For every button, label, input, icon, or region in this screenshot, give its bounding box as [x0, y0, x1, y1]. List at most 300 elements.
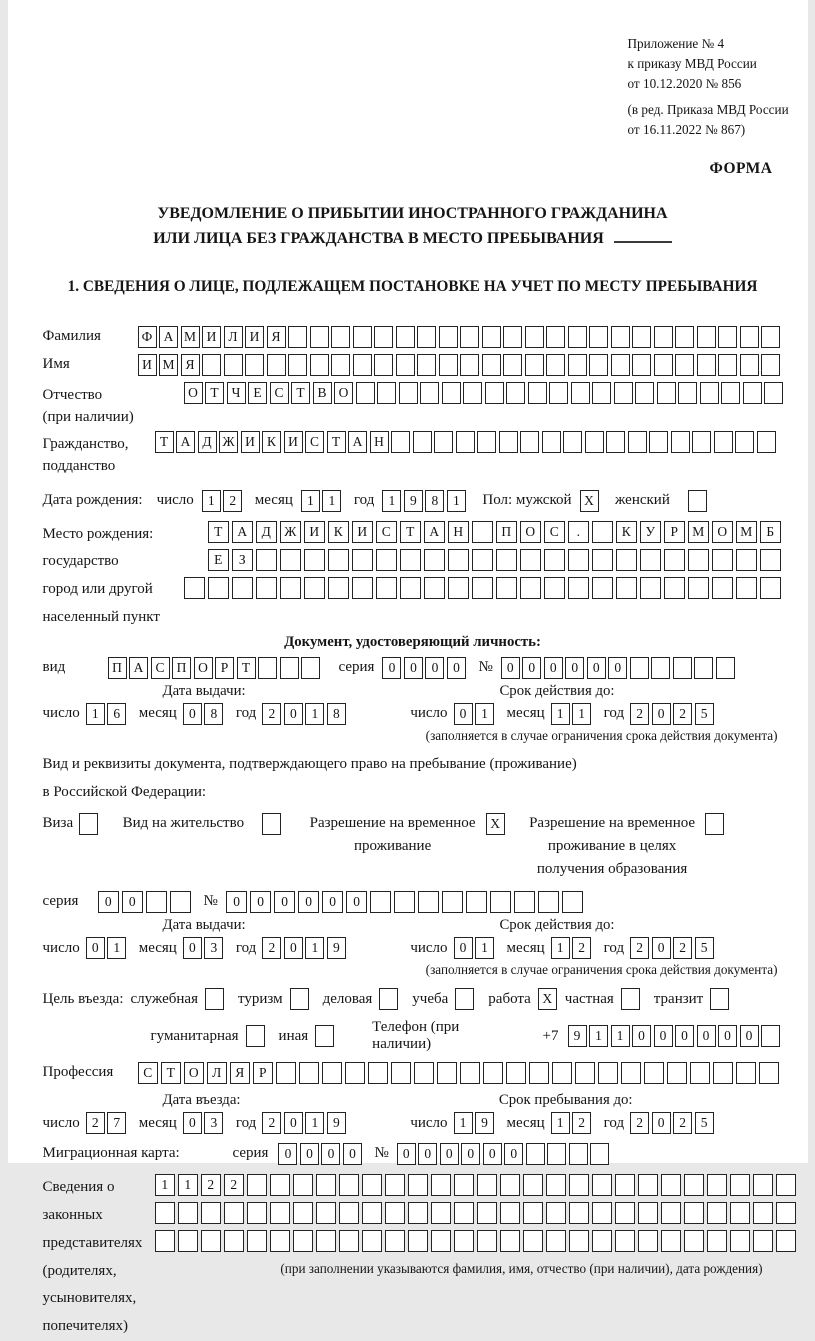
char-box: О — [194, 657, 213, 679]
char-box — [299, 1062, 320, 1084]
char-box — [293, 1230, 314, 1252]
char-box — [776, 1174, 797, 1196]
char-box — [528, 382, 547, 404]
char-box — [439, 354, 458, 376]
char-box: Ф — [138, 326, 157, 348]
doc-series-boxes[interactable] — [382, 657, 468, 679]
purpose-label: Цель въезда: — [43, 991, 124, 1008]
month-label: месяц — [507, 1115, 545, 1132]
char-box — [310, 354, 329, 376]
entry-month-boxes[interactable] — [183, 1112, 226, 1134]
char-box: 0 — [483, 1143, 502, 1165]
name-boxes[interactable] — [138, 354, 783, 376]
char-box — [589, 354, 608, 376]
char-box — [644, 1062, 665, 1084]
char-box: П — [496, 521, 518, 543]
residence-permit-label: Вид на жительство — [123, 812, 244, 835]
purpose-business-label: деловая — [323, 991, 373, 1008]
char-box — [736, 1062, 757, 1084]
char-box: 2 — [630, 1112, 649, 1134]
char-box — [678, 382, 697, 404]
patronymic-boxes[interactable] — [184, 382, 786, 404]
char-box — [353, 354, 372, 376]
char-box — [352, 577, 374, 599]
char-box: 5 — [695, 703, 714, 725]
sex-male-checkbox[interactable]: X — [580, 490, 599, 512]
permit-valid-year-boxes[interactable] — [630, 937, 716, 959]
entry-dates-block — [43, 1092, 783, 1134]
char-box — [310, 326, 329, 348]
char-box: 0 — [343, 1143, 362, 1165]
permit-issue-year-boxes[interactable] — [262, 937, 348, 959]
birth-date-label: Дата рождения: — [43, 492, 143, 509]
char-box — [178, 1202, 199, 1224]
char-box: 0 — [608, 657, 627, 679]
representatives-boxes-row2[interactable] — [155, 1202, 799, 1224]
entry-year-boxes[interactable] — [262, 1112, 348, 1134]
char-box — [408, 1230, 429, 1252]
char-box: 1 — [155, 1174, 176, 1196]
char-box — [688, 577, 710, 599]
char-box — [546, 1230, 567, 1252]
permit-issue-month-boxes[interactable] — [183, 937, 226, 959]
char-box: 0 — [675, 1025, 694, 1047]
char-box — [735, 431, 754, 453]
permit-number-boxes[interactable] — [226, 891, 586, 913]
stay-day-boxes[interactable] — [454, 1112, 497, 1134]
char-box: С — [138, 1062, 159, 1084]
char-box — [616, 577, 638, 599]
purpose-transit-checkbox[interactable] — [710, 988, 729, 1010]
permit-series-label: серия — [43, 891, 98, 910]
char-box — [304, 577, 326, 599]
char-box — [568, 354, 587, 376]
permit-valid-month-boxes[interactable] — [551, 937, 594, 959]
representatives-label: Сведения о законных представителях (родителях, усыновителях, попечителях) — [43, 1174, 155, 1341]
char-box — [454, 1230, 475, 1252]
char-box: 0 — [654, 1025, 673, 1047]
representatives-boxes-row3[interactable] — [155, 1230, 799, 1252]
char-box: Л — [224, 326, 243, 348]
char-box — [418, 891, 440, 913]
char-box — [697, 354, 716, 376]
char-box: К — [616, 521, 638, 543]
char-box — [339, 1230, 360, 1252]
char-box — [632, 326, 651, 348]
doc-valid-year-boxes[interactable] — [630, 703, 716, 725]
char-box — [503, 354, 522, 376]
purpose-study-checkbox[interactable] — [455, 988, 474, 1010]
patronymic-note: (при наличии) — [43, 409, 134, 425]
char-box — [224, 354, 243, 376]
char-box: 0 — [346, 891, 368, 913]
sex-female-checkbox[interactable] — [688, 490, 707, 512]
char-box — [592, 549, 614, 571]
char-box — [499, 431, 518, 453]
char-box — [740, 326, 759, 348]
phone-label: Телефон (при наличии) — [372, 1019, 508, 1053]
year-label: год — [236, 705, 256, 722]
char-box: 6 — [107, 703, 126, 725]
char-box — [232, 577, 254, 599]
char-box — [352, 549, 374, 571]
validity-note: (заполняется в случае ограничения срока действия документа) — [43, 962, 778, 978]
char-box: 2 — [572, 1112, 591, 1134]
char-box — [270, 1230, 291, 1252]
char-box — [716, 657, 735, 679]
char-box — [615, 1202, 636, 1224]
char-box — [707, 1230, 728, 1252]
char-box — [256, 577, 278, 599]
char-box: 0 — [718, 1025, 737, 1047]
purpose-study-label: учеба — [412, 991, 448, 1008]
char-box — [431, 1230, 452, 1252]
char-box: И — [284, 431, 303, 453]
stay-month-boxes[interactable] — [551, 1112, 594, 1134]
char-box: 1 — [475, 703, 494, 725]
permit-valid-day-boxes[interactable] — [454, 937, 497, 959]
char-box — [400, 549, 422, 571]
char-box — [374, 354, 393, 376]
purpose-humanitarian-checkbox[interactable] — [246, 1025, 265, 1047]
profession-boxes[interactable] — [138, 1062, 782, 1084]
city-label-line2: населенный пункт — [43, 604, 208, 632]
char-box — [208, 577, 230, 599]
migration-series-boxes[interactable] — [278, 1143, 364, 1165]
visa-label: Виза — [43, 812, 74, 835]
char-box: 1 — [572, 703, 591, 725]
char-box: 0 — [274, 891, 296, 913]
char-box — [374, 326, 393, 348]
year-label: год — [236, 940, 256, 957]
char-box: 1 — [107, 937, 126, 959]
permit-issue-day-boxes[interactable] — [86, 937, 129, 959]
entry-day-boxes[interactable] — [86, 1112, 129, 1134]
birth-place-block — [43, 521, 783, 632]
day-label: число — [43, 940, 80, 957]
char-box — [736, 549, 758, 571]
residence-permit-checkbox[interactable] — [262, 813, 281, 835]
char-box — [538, 891, 560, 913]
char-box: С — [270, 382, 289, 404]
day-label: число — [410, 940, 447, 957]
char-box — [391, 1062, 412, 1084]
char-box: 3 — [204, 1112, 223, 1134]
char-box — [598, 1062, 619, 1084]
form-title-line2: ИЛИ ЛИЦА БЕЗ ГРАЖДАНСТВА В МЕСТО ПРЕБЫВАНИЯ — [153, 230, 604, 247]
day-label: число — [157, 492, 194, 509]
doc-type-boxes[interactable] — [108, 657, 323, 679]
char-box — [256, 549, 278, 571]
char-box: 1 — [86, 703, 105, 725]
char-box: 0 — [652, 703, 671, 725]
char-box — [635, 382, 654, 404]
char-box — [759, 1062, 780, 1084]
temp-residence-permit-label: Разрешение на временное проживание — [310, 812, 476, 859]
char-box — [370, 891, 392, 913]
char-box — [503, 326, 522, 348]
char-box: 0 — [740, 1025, 759, 1047]
doc-issue-year-boxes[interactable] — [262, 703, 348, 725]
char-box — [460, 326, 479, 348]
char-box — [615, 1174, 636, 1196]
representatives-boxes-row1[interactable] — [155, 1174, 799, 1196]
doc-type-label: вид — [43, 657, 108, 676]
doc-valid-day-boxes[interactable] — [454, 703, 497, 725]
char-box: О — [334, 382, 353, 404]
purpose-row — [43, 988, 783, 1010]
char-box — [454, 1202, 475, 1224]
char-box — [542, 431, 561, 453]
char-box — [649, 431, 668, 453]
char-box: П — [172, 657, 191, 679]
month-label: месяц — [255, 492, 293, 509]
char-box — [688, 549, 710, 571]
char-box — [224, 1230, 245, 1252]
permit-series-boxes[interactable] — [98, 891, 194, 913]
char-box: 0 — [122, 891, 144, 913]
char-box: М — [736, 521, 758, 543]
char-box — [638, 1202, 659, 1224]
char-box — [675, 326, 694, 348]
doc-type-row — [43, 657, 783, 679]
purpose-tourism-label: туризм — [238, 991, 283, 1008]
char-box: 0 — [397, 1143, 416, 1165]
char-box: 2 — [262, 703, 281, 725]
birth-place-label: Место рождения: — [43, 521, 208, 549]
char-box: Т — [327, 431, 346, 453]
char-box — [760, 549, 782, 571]
birth-year-boxes[interactable] — [382, 490, 468, 512]
birth-place-boxes-row2[interactable] — [208, 549, 784, 571]
char-box: 0 — [382, 657, 401, 679]
char-box — [448, 577, 470, 599]
profession-label: Профессия — [43, 1062, 138, 1081]
birth-place-boxes-row3[interactable] — [184, 577, 784, 599]
char-box — [546, 1174, 567, 1196]
char-box: Б — [760, 521, 782, 543]
permit-dates-block — [43, 917, 783, 978]
char-box — [568, 549, 590, 571]
char-box: 7 — [107, 1112, 126, 1134]
visa-checkbox[interactable] — [79, 813, 98, 835]
char-box: С — [376, 521, 398, 543]
temp-residence-education-checkbox[interactable] — [705, 813, 724, 835]
char-box — [482, 354, 501, 376]
char-box: 0 — [425, 657, 444, 679]
char-box: 9 — [327, 1112, 346, 1134]
title-blank-line — [614, 241, 672, 243]
form-title — [43, 202, 783, 252]
doc-series-label: серия — [339, 657, 375, 676]
char-box — [630, 657, 649, 679]
char-box — [178, 1230, 199, 1252]
phone-boxes[interactable] — [568, 1025, 783, 1047]
year-label: год — [236, 1115, 256, 1132]
permit-valid-until-label: Срок действия до: — [499, 917, 614, 934]
representatives-block — [43, 1174, 783, 1341]
char-box: 0 — [587, 657, 606, 679]
char-box — [270, 1174, 291, 1196]
char-box — [571, 382, 590, 404]
char-box: Р — [253, 1062, 274, 1084]
char-box — [753, 1174, 774, 1196]
purpose-private-checkbox[interactable] — [621, 988, 640, 1010]
char-box — [592, 382, 611, 404]
char-box: 0 — [284, 1112, 303, 1134]
forma-label: ФОРМА — [43, 160, 773, 178]
char-box: О — [184, 1062, 205, 1084]
month-label: месяц — [139, 940, 177, 957]
char-box — [267, 354, 286, 376]
char-box: 0 — [183, 1112, 202, 1134]
purpose-private-label: частная — [565, 991, 614, 1008]
char-box: И — [352, 521, 374, 543]
char-box — [280, 657, 299, 679]
stay-year-boxes[interactable] — [630, 1112, 716, 1134]
residence-doc-line2: в Российской Федерации: — [43, 780, 783, 804]
char-box — [520, 549, 542, 571]
residence-doc-options-row — [43, 812, 783, 882]
purpose-tourism-checkbox[interactable] — [290, 988, 309, 1010]
char-box — [245, 354, 264, 376]
char-box: Т — [155, 431, 174, 453]
char-box — [736, 577, 758, 599]
char-box — [442, 891, 464, 913]
char-box: 1 — [589, 1025, 608, 1047]
char-box — [675, 354, 694, 376]
char-box: И — [241, 431, 260, 453]
day-label: число — [43, 705, 80, 722]
char-box — [437, 1062, 458, 1084]
char-box — [376, 549, 398, 571]
char-box: 5 — [695, 1112, 714, 1134]
char-box: У — [640, 521, 662, 543]
char-box — [280, 549, 302, 571]
char-box — [654, 326, 673, 348]
char-box — [651, 657, 670, 679]
char-box: 9 — [327, 937, 346, 959]
char-box: 1 — [454, 1112, 473, 1134]
char-box: М — [688, 521, 710, 543]
char-box — [684, 1202, 705, 1224]
doc-valid-until-label: Срок действия до: — [499, 683, 614, 700]
char-box: 1 — [301, 490, 320, 512]
char-box — [713, 1062, 734, 1084]
birth-place-boxes-row1[interactable] — [208, 521, 784, 543]
char-box — [396, 354, 415, 376]
char-box — [707, 1202, 728, 1224]
char-box — [280, 577, 302, 599]
char-box: 0 — [544, 657, 563, 679]
purpose-work-checkbox[interactable]: X — [538, 988, 557, 1010]
birth-month-boxes[interactable] — [301, 490, 344, 512]
char-box — [638, 1174, 659, 1196]
city-label-line1: город или другой — [43, 576, 208, 604]
year-label: год — [604, 1115, 624, 1132]
visa-option — [43, 812, 101, 835]
char-box — [514, 891, 536, 913]
char-box: 2 — [223, 490, 242, 512]
doc-issue-day-boxes[interactable] — [86, 703, 129, 725]
char-box — [288, 326, 307, 348]
char-box — [563, 431, 582, 453]
char-box — [500, 1174, 521, 1196]
char-box — [394, 891, 416, 913]
char-box: М — [159, 354, 178, 376]
char-box — [362, 1230, 383, 1252]
temp-residence-permit-checkbox[interactable]: X — [486, 813, 505, 835]
char-box: 2 — [86, 1112, 105, 1134]
char-box: И — [304, 521, 326, 543]
char-box — [431, 1174, 452, 1196]
surname-boxes[interactable] — [138, 326, 783, 348]
char-box — [385, 1174, 406, 1196]
char-box — [485, 382, 504, 404]
char-box: Т — [400, 521, 422, 543]
char-box: 0 — [440, 1143, 459, 1165]
char-box — [757, 431, 776, 453]
form-page — [8, 0, 808, 1163]
char-box — [761, 1025, 780, 1047]
char-box: А — [129, 657, 148, 679]
char-box — [408, 1202, 429, 1224]
residence-doc-line1: Вид и реквизиты документа, подтверждающего право на пребывание (проживание) — [43, 752, 783, 776]
doc-valid-month-boxes[interactable] — [551, 703, 594, 725]
appendix-line: от 10.12.2020 № 856 — [628, 74, 815, 94]
char-box — [640, 549, 662, 571]
representatives-note: (при заполнении указываются фамилия, имя, отчество (при наличии), дата рождения) — [245, 1261, 799, 1277]
char-box: Е — [248, 382, 267, 404]
purpose-business-checkbox[interactable] — [379, 988, 398, 1010]
char-box — [740, 354, 759, 376]
doc-number-boxes[interactable] — [501, 657, 738, 679]
char-box: 9 — [404, 490, 423, 512]
char-box: Л — [207, 1062, 228, 1084]
char-box — [667, 1062, 688, 1084]
char-box: 0 — [454, 703, 473, 725]
purpose-other-checkbox[interactable] — [315, 1025, 334, 1047]
char-box: 0 — [522, 657, 541, 679]
char-box — [356, 382, 375, 404]
citizenship-boxes[interactable] — [155, 431, 779, 453]
char-box — [523, 1202, 544, 1224]
year-label: год — [354, 492, 374, 509]
char-box — [424, 577, 446, 599]
migration-number-boxes[interactable] — [397, 1143, 612, 1165]
char-box — [224, 1202, 245, 1224]
char-box — [276, 1062, 297, 1084]
char-box: 0 — [404, 657, 423, 679]
char-box — [552, 1062, 573, 1084]
char-box — [155, 1230, 176, 1252]
char-box: Р — [215, 657, 234, 679]
birth-day-boxes[interactable] — [202, 490, 245, 512]
entry-date-label: Дата въезда: — [163, 1092, 241, 1109]
char-box — [417, 326, 436, 348]
char-box — [155, 1202, 176, 1224]
char-box: 1 — [322, 490, 341, 512]
char-box — [761, 354, 780, 376]
char-box — [632, 354, 651, 376]
appendix-line: к приказу МВД России — [628, 54, 815, 74]
char-box: Е — [208, 549, 230, 571]
doc-issue-month-boxes[interactable] — [183, 703, 226, 725]
citizenship-row — [43, 431, 783, 478]
char-box — [753, 1202, 774, 1224]
purpose-official-checkbox[interactable] — [205, 988, 224, 1010]
char-box — [562, 891, 584, 913]
